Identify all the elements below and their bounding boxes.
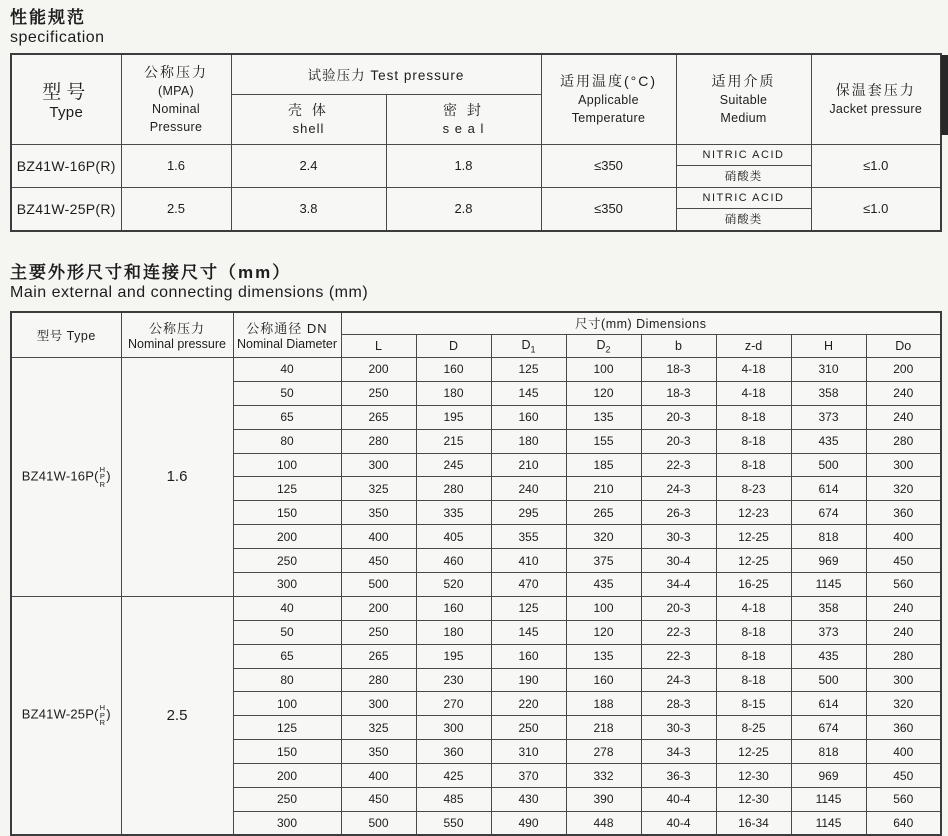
dim-cell: 265	[341, 405, 416, 429]
dim-cell: 200	[341, 358, 416, 382]
group-type-cell: BZ41W-16P( H P R )	[11, 358, 121, 597]
spec-header-medium	[676, 54, 811, 144]
dims-section-title-zh: 主要外形尺寸和连接尺寸（mm）	[10, 262, 292, 282]
header-line: shell	[292, 121, 325, 136]
dims-section-title-en: Main external and connecting dimensions (mm)	[10, 283, 369, 301]
dim-cell: 614	[791, 692, 866, 716]
dn-cell: 50	[233, 381, 341, 405]
dim-cell: 240	[866, 405, 941, 429]
header-line: Nominal	[152, 102, 200, 117]
dim-cell: 12-25	[716, 549, 791, 573]
header-line: Suitable	[719, 93, 768, 108]
dn-cell: 40	[233, 596, 341, 620]
dim-cell: 450	[866, 549, 941, 573]
dim-cell: 240	[866, 596, 941, 620]
dim-cell: 250	[491, 716, 566, 740]
dim-cell: 155	[566, 429, 641, 453]
dim-cell: 40-4	[641, 788, 716, 812]
dn-cell: 65	[233, 405, 341, 429]
dim-cell: 430	[491, 788, 566, 812]
dim-cell: 560	[866, 788, 941, 812]
dim-cell: 215	[416, 429, 491, 453]
type-variant: R	[99, 718, 106, 728]
spec-jacket-cell: ≤1.0	[811, 144, 941, 187]
spec-medium-cell	[676, 187, 811, 231]
medium-zh: 硝酸类	[724, 171, 763, 184]
dim-cell: 370	[491, 764, 566, 788]
spec-shell-cell: 2.4	[231, 144, 386, 187]
dim-cell: 278	[566, 740, 641, 764]
dn-cell: 100	[233, 692, 341, 716]
dim-cell: 405	[416, 525, 491, 549]
dim-cell: 500	[341, 573, 416, 597]
dim-cell: 300	[416, 716, 491, 740]
dim-header-dimensions-band: 尺寸(mm) Dimensions	[341, 312, 941, 335]
dim-cell: 969	[791, 549, 866, 573]
header-line: Medium	[720, 111, 767, 126]
dim-cell: 295	[491, 501, 566, 525]
dim-cell: 24-3	[641, 477, 716, 501]
header-line: (MPA)	[158, 84, 194, 99]
medium-split	[677, 188, 811, 230]
dim-cell: 20-3	[641, 596, 716, 620]
dim-col-header-b: b	[641, 335, 716, 358]
dim-cell: 160	[416, 358, 491, 382]
dim-cell: 245	[416, 453, 491, 477]
dim-cell: 8-18	[716, 668, 791, 692]
dim-cell: 16-25	[716, 573, 791, 597]
dim-cell: 125	[491, 596, 566, 620]
dim-cell: 8-15	[716, 692, 791, 716]
type-variant-stack	[100, 466, 106, 489]
dn-cell: 100	[233, 453, 341, 477]
dim-cell: 325	[341, 716, 416, 740]
dim-cell: 36-3	[641, 764, 716, 788]
dim-cell: 490	[491, 811, 566, 835]
spec-table-body	[11, 144, 941, 231]
dim-cell: 22-3	[641, 620, 716, 644]
dim-cell: 310	[491, 740, 566, 764]
type-variant-stack	[100, 704, 106, 727]
dn-cell: 300	[233, 811, 341, 835]
dim-cell: 100	[566, 596, 641, 620]
dim-cell: 12-25	[716, 740, 791, 764]
performance-spec-table	[10, 53, 942, 232]
header-line: 适用介质	[711, 73, 776, 90]
dim-col-header-d: D	[416, 335, 491, 358]
dim-cell: 250	[341, 381, 416, 405]
dim-header-type: 型号 Type	[11, 312, 121, 358]
dim-cell: 373	[791, 620, 866, 644]
dim-col-header-d2: $D_2$	[566, 335, 641, 358]
header-line: 密 封	[443, 102, 484, 118]
spec-header-nominal-pressure	[121, 54, 231, 144]
dim-cell: 185	[566, 453, 641, 477]
dim-cell: 240	[866, 381, 941, 405]
type-variant: R	[99, 479, 106, 489]
spec-section-title-zh: 性能规范	[10, 8, 86, 27]
dim-cell: 520	[416, 573, 491, 597]
dim-cell: 400	[866, 740, 941, 764]
dim-col-header-do: Do	[866, 335, 941, 358]
dim-cell: 674	[791, 501, 866, 525]
dim-cell: 400	[866, 525, 941, 549]
spec-temperature-cell: ≤350	[541, 187, 676, 231]
dim-col-header-l: L	[341, 335, 416, 358]
spec-header-shell	[231, 94, 386, 144]
dim-cell: 485	[416, 788, 491, 812]
dim-cell: 280	[866, 429, 941, 453]
dim-cell: 280	[866, 644, 941, 668]
header-line: 型号	[42, 81, 91, 103]
dim-cell: 390	[566, 788, 641, 812]
dn-cell: 65	[233, 644, 341, 668]
dn-cell: 80	[233, 668, 341, 692]
dim-cell: 460	[416, 549, 491, 573]
dim-cell: 360	[416, 740, 491, 764]
dim-cell: 190	[491, 668, 566, 692]
dimensions-table	[10, 311, 942, 836]
dim-cell: 435	[791, 429, 866, 453]
spec-seal-cell: 2.8	[386, 187, 541, 231]
scan-edge-artifact	[941, 55, 948, 135]
dim-cell: 240	[866, 620, 941, 644]
dim-cell: 500	[341, 811, 416, 835]
dim-cell: 180	[416, 620, 491, 644]
header-line: 适用温度(°C)	[559, 73, 658, 90]
table-row	[11, 187, 941, 231]
dim-cell: 4-18	[716, 381, 791, 405]
spec-header-type	[11, 54, 121, 144]
dim-cell: 425	[416, 764, 491, 788]
dim-cell: 30-3	[641, 716, 716, 740]
dim-cell: 818	[791, 525, 866, 549]
header-line: Temperature	[571, 111, 646, 126]
dim-col-header-h: H	[791, 335, 866, 358]
header-line: Nominal Diameter	[236, 337, 338, 352]
medium-en: NITRIC ACID	[677, 145, 811, 167]
dim-cell: 400	[341, 525, 416, 549]
dim-cell: 550	[416, 811, 491, 835]
dim-cell: 8-18	[716, 405, 791, 429]
medium-en: NITRIC ACID	[677, 188, 811, 210]
dim-cell: 358	[791, 381, 866, 405]
dim-cell: 16-34	[716, 811, 791, 835]
dim-cell: 18-3	[641, 381, 716, 405]
dim-cell: 100	[566, 358, 641, 382]
dim-cell: 358	[791, 596, 866, 620]
dim-cell: 135	[566, 405, 641, 429]
table-row	[11, 144, 941, 187]
dn-cell: 40	[233, 358, 341, 382]
header-line: 公称通径 DN	[246, 321, 328, 337]
dim-cell: 250	[341, 620, 416, 644]
spec-table-header	[11, 54, 941, 144]
dim-cell: 325	[341, 477, 416, 501]
dim-cell: 450	[866, 764, 941, 788]
dim-cell: 500	[791, 453, 866, 477]
dim-cell: 4-18	[716, 358, 791, 382]
group-pressure-cell: 1.6	[121, 358, 233, 597]
spec-temperature-cell: ≤350	[541, 144, 676, 187]
spec-header-jacket-pressure	[811, 54, 941, 144]
dim-cell: 280	[416, 477, 491, 501]
dim-cell: 135	[566, 644, 641, 668]
dim-cell: 12-30	[716, 788, 791, 812]
dim-cell: 210	[491, 453, 566, 477]
dim-cell: 30-4	[641, 549, 716, 573]
medium-split	[677, 145, 811, 187]
dim-cell: 20-3	[641, 405, 716, 429]
dim-cell: 218	[566, 716, 641, 740]
dim-cell: 125	[491, 358, 566, 382]
dim-cell: 450	[341, 788, 416, 812]
dim-cell: 24-3	[641, 668, 716, 692]
spec-seal-cell: 1.8	[386, 144, 541, 187]
spec-pressure-cell: 2.5	[121, 187, 231, 231]
header-line: s e a l	[442, 121, 485, 136]
spec-header-seal	[386, 94, 541, 144]
type-variant: P	[99, 472, 106, 482]
medium-zh: 硝酸类	[724, 214, 763, 227]
dim-cell: 240	[491, 477, 566, 501]
dim-cell: 22-3	[641, 453, 716, 477]
dim-header-pressure	[121, 312, 233, 358]
type-variant: H	[99, 703, 106, 713]
spec-jacket-cell: ≤1.0	[811, 187, 941, 231]
dim-cell: 435	[566, 573, 641, 597]
dim-cell: 300	[341, 453, 416, 477]
spec-shell-cell: 3.8	[231, 187, 386, 231]
spec-medium-cell	[676, 144, 811, 187]
dim-cell: 18-3	[641, 358, 716, 382]
group-type-cell: BZ41W-25P( H P R )	[11, 596, 121, 835]
spec-section-title-en: specification	[10, 29, 105, 46]
dn-cell: 150	[233, 501, 341, 525]
header-line: 保温套压力	[835, 82, 916, 99]
dn-cell: 125	[233, 716, 341, 740]
header-line: Type	[49, 103, 84, 121]
dim-cell: 120	[566, 381, 641, 405]
dim-cell: 674	[791, 716, 866, 740]
dimensions-table-body	[11, 358, 941, 836]
dn-cell: 80	[233, 429, 341, 453]
dim-cell: 210	[566, 477, 641, 501]
dim-cell: 12-30	[716, 764, 791, 788]
dim-cell: 450	[341, 549, 416, 573]
dim-cell: 375	[566, 549, 641, 573]
dim-cell: 160	[491, 405, 566, 429]
spec-header-temperature	[541, 54, 676, 144]
dim-cell: 360	[866, 716, 941, 740]
dim-cell: 320	[866, 692, 941, 716]
dim-cell: 8-18	[716, 620, 791, 644]
header-line: Nominal pressure	[128, 337, 226, 352]
dim-cell: 373	[791, 405, 866, 429]
table-row	[11, 358, 941, 382]
dim-cell: 34-3	[641, 740, 716, 764]
dim-cell: 145	[491, 620, 566, 644]
table-row	[11, 596, 941, 620]
dim-cell: 280	[341, 668, 416, 692]
dim-cell: 8-23	[716, 477, 791, 501]
dim-cell: 188	[566, 692, 641, 716]
dim-cell: 355	[491, 525, 566, 549]
dim-cell: 350	[341, 740, 416, 764]
dim-cell: 12-25	[716, 525, 791, 549]
dim-cell: 20-3	[641, 429, 716, 453]
dim-cell: 12-23	[716, 501, 791, 525]
dim-cell: 220	[491, 692, 566, 716]
dn-cell: 250	[233, 549, 341, 573]
dim-cell: 200	[341, 596, 416, 620]
spec-type-cell: BZ41W-16P(R)	[11, 144, 121, 187]
dim-cell: 8-18	[716, 429, 791, 453]
dim-cell: 120	[566, 620, 641, 644]
dim-cell: 300	[866, 453, 941, 477]
dim-cell: 270	[416, 692, 491, 716]
dim-cell: 34-4	[641, 573, 716, 597]
dim-cell: 160	[566, 668, 641, 692]
header-line: Jacket pressure	[829, 102, 923, 117]
dim-cell: 160	[491, 644, 566, 668]
dim-cell: 160	[416, 596, 491, 620]
dn-cell: 50	[233, 620, 341, 644]
dim-col-header-d1: $D_1$	[491, 335, 566, 358]
dim-cell: 410	[491, 549, 566, 573]
dim-cell: 8-18	[716, 644, 791, 668]
dim-cell: 180	[416, 381, 491, 405]
dim-cell: 320	[866, 477, 941, 501]
dim-cell: 230	[416, 668, 491, 692]
group-pressure-cell: 2.5	[121, 596, 233, 835]
dim-cell: 1145	[791, 811, 866, 835]
dim-cell: 4-18	[716, 596, 791, 620]
dim-cell: 500	[791, 668, 866, 692]
dim-cell: 26-3	[641, 501, 716, 525]
dim-cell: 200	[866, 358, 941, 382]
dim-cell: 614	[791, 477, 866, 501]
dim-cell: 300	[866, 668, 941, 692]
dimensions-table-header	[11, 312, 941, 358]
dn-cell: 200	[233, 525, 341, 549]
dim-cell: 320	[566, 525, 641, 549]
dim-cell: 640	[866, 811, 941, 835]
dn-cell: 250	[233, 788, 341, 812]
type-variant: H	[99, 464, 106, 474]
dim-cell: 310	[791, 358, 866, 382]
dim-cell: 195	[416, 405, 491, 429]
dim-cell: 145	[491, 381, 566, 405]
dim-cell: 265	[341, 644, 416, 668]
dn-cell: 300	[233, 573, 341, 597]
dim-cell: 969	[791, 764, 866, 788]
dim-header-dn	[233, 312, 341, 358]
spec-pressure-cell: 1.6	[121, 144, 231, 187]
header-line: 公称压力	[148, 321, 205, 337]
header-line: 壳 体	[288, 102, 329, 118]
dim-cell: 40-4	[641, 811, 716, 835]
dim-cell: 280	[341, 429, 416, 453]
dim-col-header-z-d: z-d	[716, 335, 791, 358]
dim-cell: 22-3	[641, 644, 716, 668]
dim-cell: 180	[491, 429, 566, 453]
dim-cell: 265	[566, 501, 641, 525]
dim-cell: 8-18	[716, 453, 791, 477]
dim-cell: 335	[416, 501, 491, 525]
dim-cell: 28-3	[641, 692, 716, 716]
dim-cell: 8-25	[716, 716, 791, 740]
dim-cell: 470	[491, 573, 566, 597]
dim-cell: 400	[341, 764, 416, 788]
dn-cell: 125	[233, 477, 341, 501]
spec-header-test-pressure: 试验压力 Test pressure	[231, 54, 541, 94]
dim-cell: 195	[416, 644, 491, 668]
dim-cell: 30-3	[641, 525, 716, 549]
header-line: Pressure	[149, 120, 203, 135]
type-variant: P	[99, 710, 106, 720]
dim-cell: 360	[866, 501, 941, 525]
dim-cell: 1145	[791, 788, 866, 812]
dim-cell: 435	[791, 644, 866, 668]
dim-cell: 448	[566, 811, 641, 835]
dim-cell: 1145	[791, 573, 866, 597]
spec-type-cell: BZ41W-25P(R)	[11, 187, 121, 231]
dim-cell: 818	[791, 740, 866, 764]
dim-cell: 332	[566, 764, 641, 788]
dim-cell: 560	[866, 573, 941, 597]
dn-cell: 200	[233, 764, 341, 788]
dim-cell: 350	[341, 501, 416, 525]
header-line: 公称压力	[144, 64, 208, 81]
header-line: Applicable	[578, 93, 639, 108]
dn-cell: 150	[233, 740, 341, 764]
dim-cell: 300	[341, 692, 416, 716]
